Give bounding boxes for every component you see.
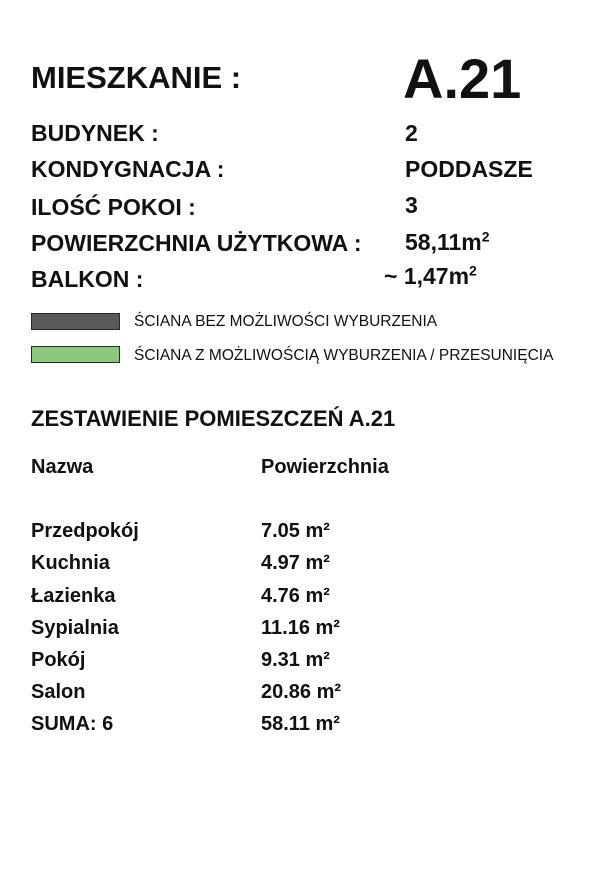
room-name: Przedpokój	[31, 520, 139, 542]
summary-total-area: 58.11 m²	[261, 713, 340, 735]
summary-title: ZESTAWIENIE POMIESZCZEŃ A.21	[31, 406, 396, 431]
info-label-balcony: BALKON :	[31, 266, 144, 292]
legend-text-fixed-wall: ŚCIANA BEZ MOŻLIWOŚCI WYBURZENIA	[134, 313, 438, 330]
room-name: Sypialnia	[31, 617, 119, 639]
summary-total-label: SUMA: 6	[31, 713, 114, 735]
usable-area-number: 58,11m	[405, 229, 482, 255]
column-header-name: Nazwa	[31, 456, 94, 478]
legend-text-removable-wall: ŚCIANA Z MOŻLIWOŚCIĄ WYBURZENIA / PRZESUNIĘCIA	[134, 347, 554, 364]
info-label-usable-area: POWIERZCHNIA UŻYTKOWA :	[31, 230, 362, 256]
room-name: Kuchnia	[31, 552, 110, 574]
info-value-balcony	[384, 263, 477, 290]
legend-swatch-removable-wall	[31, 346, 120, 363]
room-name: Salon	[31, 681, 86, 703]
room-area: 7.05 m²	[261, 520, 330, 542]
info-label-floor: KONDYGNACJA :	[31, 156, 225, 182]
info-value-building: 2	[405, 120, 418, 146]
room-area: 4.76 m²	[261, 585, 330, 607]
room-name: Łazienka	[31, 585, 116, 607]
balcony-sup: 2	[469, 262, 477, 279]
room-area: 9.31 m²	[261, 649, 330, 671]
room-area: 20.86 m²	[261, 681, 342, 703]
info-value-usable-area	[405, 229, 490, 256]
info-label-rooms: ILOŚĆ POKOI :	[31, 194, 196, 220]
legend-swatch-fixed-wall	[31, 313, 120, 330]
info-value-floor: PODDASZE	[405, 156, 533, 182]
usable-area-sup: 2	[481, 228, 490, 245]
apartment-label: MIESZKANIE :	[31, 60, 242, 95]
balcony-number: ~ 1,47m	[384, 263, 470, 289]
info-value-rooms: 3	[405, 192, 418, 218]
column-header-area: Powierzchnia	[261, 456, 389, 478]
room-area: 4.97 m²	[261, 552, 330, 574]
room-name: Pokój	[31, 649, 86, 671]
info-label-building: BUDYNEK :	[31, 120, 159, 146]
apartment-code: A.21	[403, 47, 522, 110]
room-area: 11.16 m²	[261, 617, 340, 639]
